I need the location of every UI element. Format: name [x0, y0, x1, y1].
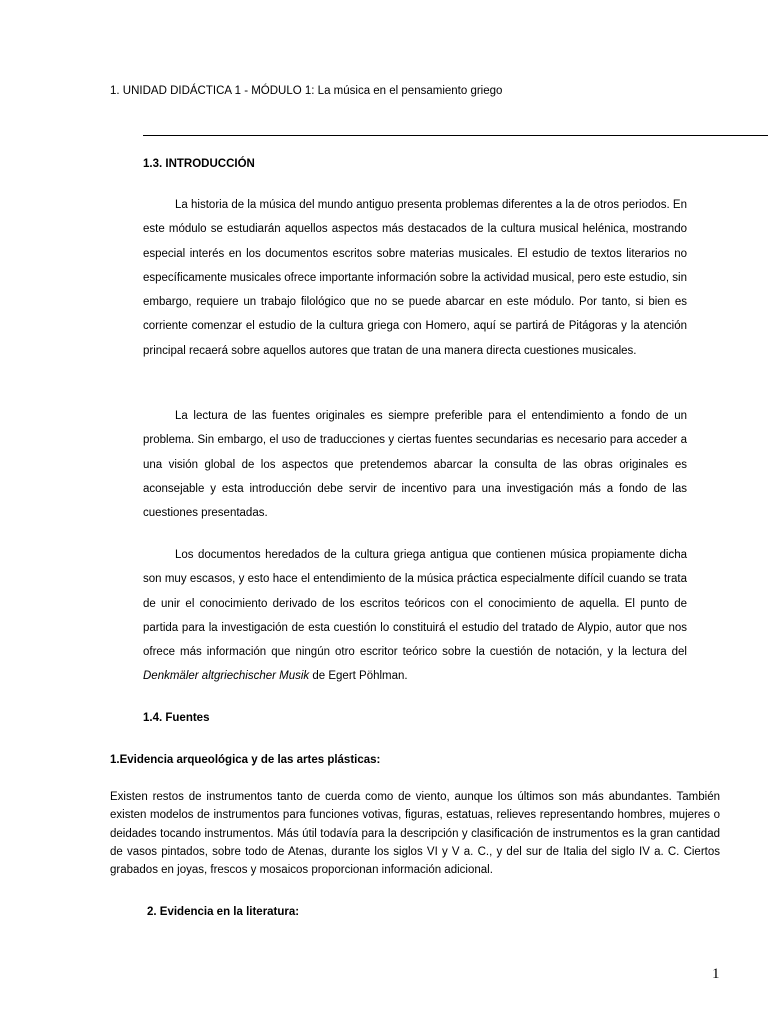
- paragraph-evidencia-arqueologica: Existen restos de instrumentos tanto de cuerda como de viento, aunque los últimos son más abundantes. También existen modelos de instrumentos para funciones votivas, figuras, estatuas, relieves representando hombres, mujeres o deidades tocando instrumentos. Más útil todavía para la descripción y clasificación de instrumentos es la gran cantidad de vasos pintados, sobre todo de Atenas, durante los siglos VI y V a. C., y del sur de Italia del siglo IV a. C. Ciertos grabados en joyas, frescos y mosaicos proporcionan información adicional.: [110, 791, 720, 877]
- book-title: Denkmäler altgriechischer Musik: [143, 670, 310, 683]
- page-number: 1: [712, 966, 720, 982]
- paragraph-3: [143, 543, 687, 689]
- paragraph-2: La lectura de las fuentes originales es siempre preferible para el entendimiento a fondo de un problema. Sin embargo, el uso de traducciones y ciertas fuentes secundarias es necesario para acceder a una visión global de los aspectos que pretendemos abarcar la consulta de las obras originales es aconsejable y esta introducción debe servir de incentivo para una investigación más a fondo de las cuestiones presentadas.: [143, 410, 687, 520]
- document-header: 1. UNIDAD DIDÁCTICA 1 - MÓDULO 1: La música en el pensamiento griego: [110, 85, 503, 97]
- section-heading-fuentes: 1.4. Fuentes: [143, 712, 210, 724]
- subheading-evidencia-literatura: 2. Evidencia en la literatura:: [147, 906, 300, 918]
- paragraph-1: La historia de la música del mundo antiguo presenta problemas diferentes a la de otros periodos. En este módulo se estudiarán aquellos aspectos más destacados de la cultura musical helénica, mostrando especial interés en los documentos escritos sobre materias musicales. El estudio de textos literarios no específicamente musicales ofrece importante información sobre la actividad musical, pero este estudio, sin embargo, requiere un trabajo filológico que no se puede abarcar en este módulo. Por tanto, si bien es corriente comenzar el estudio de la cultura griega con Homero, aquí se partirá de Pitágoras y la atención principal recaerá sobre aquellos autores que tratan de una manera directa cuestiones musicales.: [143, 199, 687, 357]
- section-heading-introduccion: 1.3. INTRODUCCIÓN: [143, 158, 255, 170]
- subheading-evidencia-arqueologica: 1.Evidencia arqueológica y de las artes plásticas:: [110, 754, 381, 766]
- header-rule: [143, 135, 768, 136]
- paragraph-3-text: Los documentos heredados de la cultura griega antigua que contienen música propiamente dicha son muy escasos, y esto hace el entendimiento de la música práctica especialmente difícil cuando se trata de unir el conocimiento derivado de los escritos teóricos con el conocimiento de aquella. El punto de partida para la investigación de esta cuestión lo constituirá el estudio del tratado de Alypio, autor que nos ofrece más información que ningún otro escritor teórico sobre la cuestión de notación, y la lectura del: [143, 549, 687, 659]
- paragraph-3-end: de Egert Pöhlman.: [309, 670, 408, 683]
